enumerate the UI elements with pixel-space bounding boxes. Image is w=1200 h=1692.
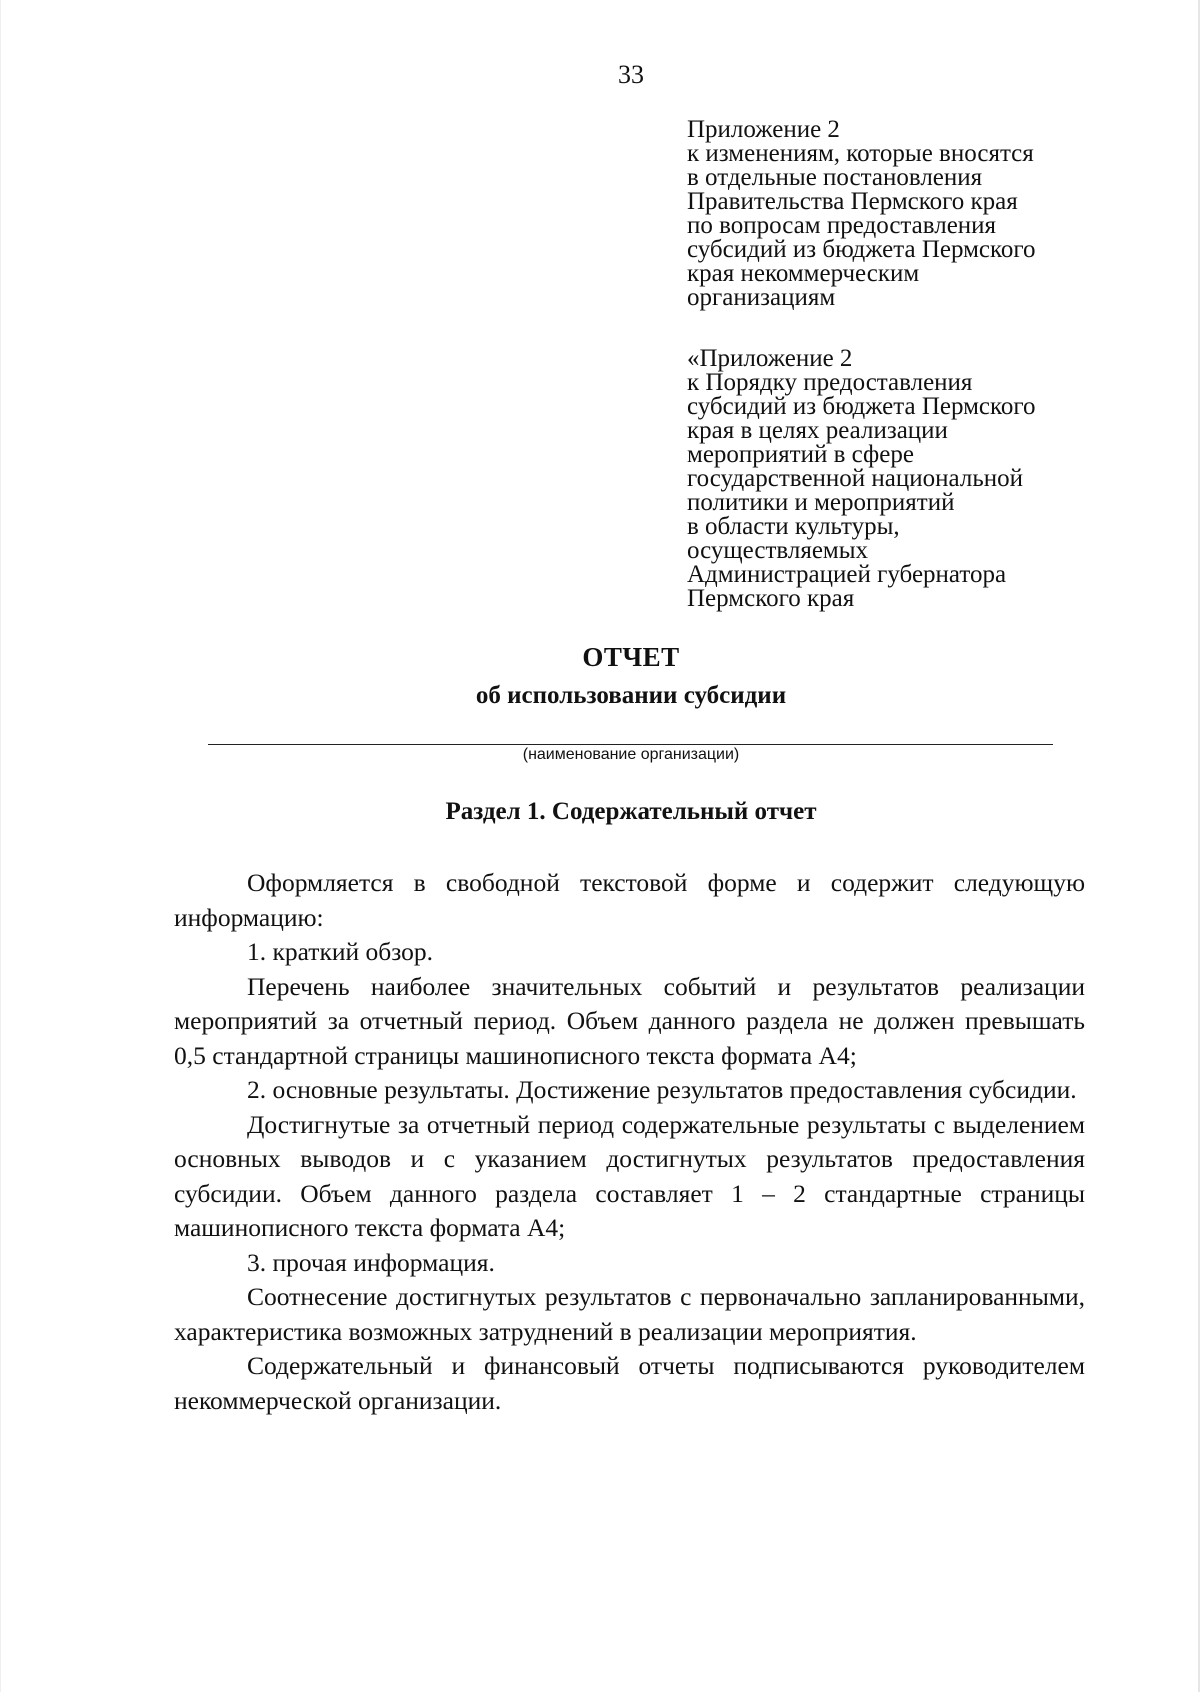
section-title: Раздел 1. Содержательный отчет [445, 798, 817, 825]
page-number: 33 [618, 60, 644, 89]
appendix-2-line: субсидий из бюджета Пермского [687, 393, 1036, 420]
appendix-1-line: Приложение 2 [687, 116, 840, 143]
appendix-2-line: края в целях реализации [687, 417, 948, 444]
body-text [174, 866, 1085, 1418]
paragraph: 2. основные результаты. Достижение результатов предоставления субсидии. [247, 1075, 1077, 1104]
appendix-2-line: «Приложение 2 [687, 345, 853, 372]
appendix-2-line: осуществляемых [687, 537, 869, 564]
appendix-2-line: государственной национальной [687, 465, 1023, 492]
document-subtitle: об использовании субсидии [475, 682, 787, 709]
paragraph: 1. краткий обзор. [247, 937, 434, 966]
organization-name-caption: (наименование организации) [522, 746, 740, 763]
appendix-1-line: субсидий из бюджета Пермского [687, 236, 1036, 263]
scan-edge-left [0, 0, 1, 1692]
appendix-1-line: Правительства Пермского края [687, 188, 1018, 215]
paragraph: Достигнутые за отчетный период содержательные результаты с выделением основных выводов и с указанием достигнутых результатов предоставления субсидии. Объем данного раздела составляет 1 – 2 стандартные страницы машинописного текста формата А4; [174, 1109, 1085, 1242]
appendix-header-2 [687, 347, 1087, 611]
appendix-1-line: по вопросам предоставления [687, 212, 997, 239]
appendix-header-1 [687, 118, 1087, 310]
paragraph: Оформляется в свободной текстовой форме и содержит следующую информацию: [174, 868, 1085, 932]
appendix-2-line: Администрацией губернатора [687, 561, 1007, 588]
document-title: ОТЧЕТ [582, 642, 680, 672]
appendix-2-line: Пермского края [687, 585, 855, 612]
appendix-2-line: мероприятий в сфере [687, 441, 914, 468]
paragraph: Соотнесение достигнутых результатов с первоначально запланированными, характеристика возможных затруднений в реализации мероприятия. [174, 1282, 1085, 1346]
organization-name-line [208, 744, 1053, 745]
paragraph: Перечень наиболее значительных событий и результатов реализации мероприятий за отчетный период. Объем данного раздела не должен превышать 0,5 стандартной страницы машинописного текста формата А4; [174, 971, 1085, 1070]
appendix-1-line: организациям [687, 284, 836, 311]
appendix-2-line: в области культуры, [687, 513, 900, 540]
appendix-1-line: к изменениям, которые вносятся [687, 140, 1034, 167]
appendix-2-line: политики и мероприятий [687, 489, 955, 516]
appendix-1-line: в отдельные постановления [687, 164, 983, 191]
appendix-2-line: к Порядку предоставления [687, 369, 973, 396]
paragraph: Содержательный и финансовый отчеты подписываются руководителем некоммерческой организации. [174, 1351, 1085, 1415]
paragraph: 3. прочая информация. [247, 1247, 495, 1277]
appendix-1-line: края некоммерческим [687, 260, 920, 287]
